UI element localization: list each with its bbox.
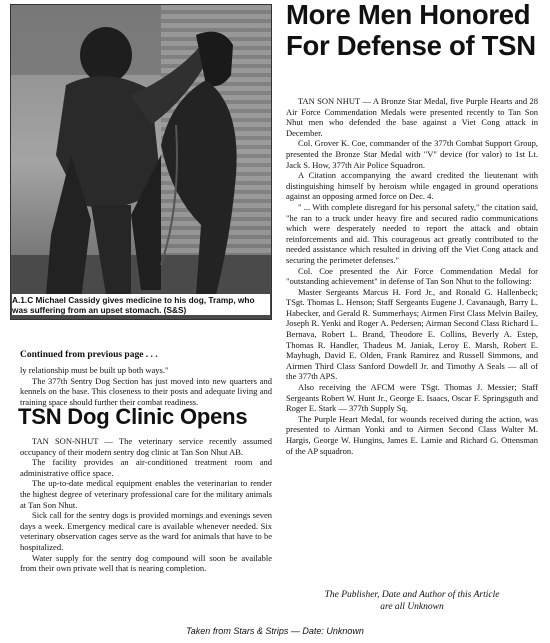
paragraph: TAN SON NHUT — A Bronze Star Medal, five Purple Hearts and 28 Air Force Commendation Medals were presented recently to Tan Son Nhut men who defended the base against a Viet Cong attack in December. xyxy=(286,96,538,138)
publisher-note-line: The Publisher, Date and Author of this Article xyxy=(324,590,500,600)
photo-man-with-dog xyxy=(10,4,272,320)
honors-article xyxy=(286,96,538,456)
continued-article xyxy=(20,365,272,407)
clinic-headline: TSN Dog Clinic Opens xyxy=(18,404,248,429)
paragraph: Col. Grover K. Coe, commander of the 377th Combat Support Group, presented the Bronze Star Medal with "V" device (for valor) to 1st Lt. Jack S. How, 377th Air Police Squadron. xyxy=(286,138,538,170)
photo-caption: A.1.C Michael Cassidy gives medicine to his dog, Tramp, who was suffering from an upset stomach. (S&S) xyxy=(12,294,270,315)
paragraph: A Citation accompanying the award credited the lieutenant with distinguishing himself by heroism while engaged in ground operations against an opposing armed force on Dec. 4. xyxy=(286,170,538,202)
paragraph: Also receiving the AFCM were TSgt. Thomas J. Messier; Staff Sergeants Robert W. Hunt Jr., George E. Isaacs, Oscar F. Springsguth and Roger E. Stark — 377th Supply Sq. xyxy=(286,382,538,414)
paragraph: The up-to-date medical equipment enables the veterinarian to render the highest degree of veterinary professional care for the military animals at Tan Son Nhut. xyxy=(20,478,272,510)
continued-label: Continued from previous page . . . xyxy=(20,350,158,360)
paragraph: Master Sergeants Marcus H. Ford Jr., and Ronald G. Hallenbeck; TSgt. Thomas L. Henson; Staff Sergeants Eugene J. Cavanaugh, Barry L. Habecker, and Gerald R. Summerhays; Airmen First Class Melvin Bailey, Joseph R. Yenki and Roger A. Pedersen; Airman Second Class Richard L. Bernava, Robert L. Brand, Theodore E. Collins, Beverly A. Estep, Thomas R. Handler, Thadeus M. Janiak, Leroy E. Marsh, Robert E. Mayhugh, David E. Olden, Frank Ramirez and Russell Simmons, and Airmen Third Class Sanford Dowdell Jr. and Timothy A Seals — all of the 377th APS. xyxy=(286,286,538,382)
paragraph: Sick call for the sentry dogs is provided mornings and evenings seven days a week. Emergency medical care is available whenever needed. Six veterinary observation cages serve as the ward for animals that have to be hospitalized. xyxy=(20,510,272,552)
paragraph: The facility provides an air-conditioned treatment room and administrative office space. xyxy=(20,457,272,478)
main-headline: More Men Honored For Defense of TSN xyxy=(286,0,536,61)
paragraph: Col. Coe presented the Air Force Commendation Medal for "outstanding achievement" in defense of Tan Son Nhut to the following: xyxy=(286,265,538,287)
publisher-note xyxy=(286,589,538,613)
photo-image xyxy=(11,5,271,319)
paragraph: ly relationship must be built up both ways." xyxy=(20,365,169,375)
clinic-article xyxy=(20,436,272,574)
paragraph: TAN SON-NHUT — The veterinary service recently assumed occupancy of their modern sentry dog clinic at Tan Son Nhut AB. xyxy=(20,436,272,457)
paragraph: The 377th Sentry Dog Section has just moved into new quarters and kennels on the base. This closeness to their posts and adequate living and training space should further their combat readiness. xyxy=(20,375,272,407)
paragraph: The Purple Heart Medal, for wounds received during the action, was presented to Airman Yonki and to Airmen Second Class Walter M. Hargis, George W. Hungins, James E. Lamie and Richard G. Ottensman of the AP squadron. xyxy=(286,413,538,456)
paragraph: " ... With complete disregard for his personal safety," the citation said, "he ran to a truck under heavy fire and secured radio communications which were desperately needed to report the attack and obtain reinforcements and aid. This courageous act greatly contributed to the needed assistance which resulted in driving off the Viet Cong attack and securing the perimeter defenses." xyxy=(286,201,538,265)
publisher-note-line: are all Unknown xyxy=(380,602,444,612)
paragraph: Water supply for the sentry dog compound will soon be available from their own private well that is nearing completion. xyxy=(20,552,272,574)
source-footer: Taken from Stars & Strips — Date: Unknown xyxy=(186,626,364,636)
